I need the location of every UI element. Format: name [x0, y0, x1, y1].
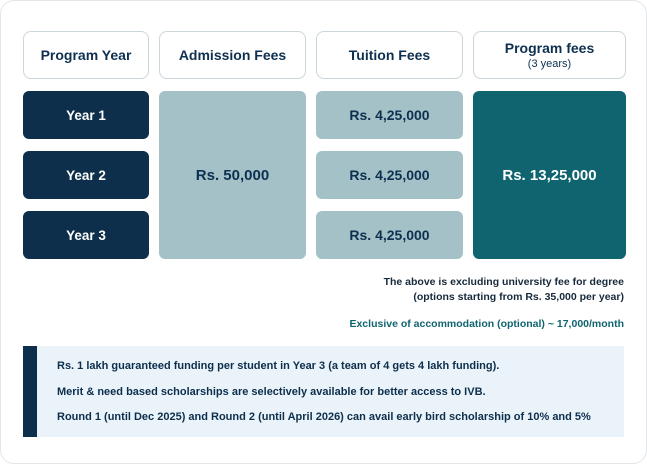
year-2-cell: Year 2 [23, 151, 149, 199]
header-admission-fees: Admission Fees [159, 31, 306, 79]
tuition-fee-year-3-cell: Rs. 4,25,000 [316, 211, 463, 259]
header-program-year: Program Year [23, 31, 149, 79]
header-program-fees-label: Program fees [504, 39, 595, 56]
scholarship-callout [23, 346, 624, 437]
callout-line-scholarships: Merit & need based scholarships are selectively available for better access to IVB. [57, 385, 486, 398]
tuition-fee-year-1-cell: Rs. 4,25,000 [316, 91, 463, 139]
header-tuition-fees: Tuition Fees [316, 31, 463, 79]
tuition-fee-year-2-cell: Rs. 4,25,000 [316, 151, 463, 199]
header-program-fees [473, 31, 626, 79]
university-fee-note-line-2: (options starting from Rs. 35,000 per year) [413, 290, 624, 303]
year-3-cell: Year 3 [23, 211, 149, 259]
university-fee-note-line-1: The above is excluding university fee for degree [383, 276, 624, 288]
footnotes [23, 275, 624, 330]
year-1-cell: Year 1 [23, 91, 149, 139]
university-fee-note [23, 275, 624, 304]
callout-line-funding: Rs. 1 lakh guaranteed funding per student in Year 3 (a team of 4 gets 4 lakh funding). [57, 360, 500, 373]
header-program-fees-subtitle: (3 years) [527, 57, 572, 70]
program-fee-total-cell: Rs. 13,25,000 [473, 91, 626, 259]
accommodation-note: Exclusive of accommodation (optional) ~ 17,000/month [349, 318, 624, 331]
admission-fee-cell: Rs. 50,000 [159, 91, 306, 259]
callout-line-early-bird: Round 1 (until Dec 2025) and Round 2 (until April 2026) can avail early bird scholarship of 10% and 5% [57, 410, 591, 423]
fees-table [23, 31, 624, 259]
